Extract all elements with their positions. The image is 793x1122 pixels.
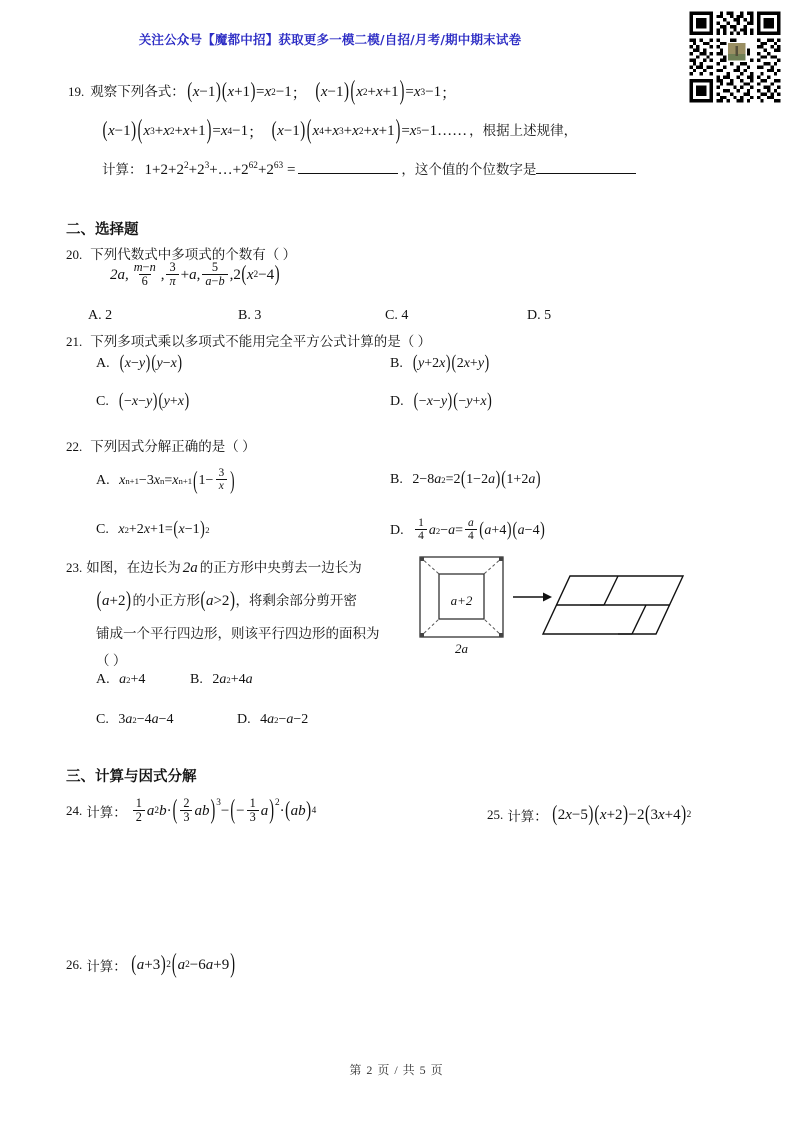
q19-tail: ，根据上述规律， <box>469 123 578 139</box>
q24-number: 24. <box>66 803 83 819</box>
parallelogram-figure <box>543 576 683 634</box>
q23-stem-2a: 2a <box>182 560 198 576</box>
q23-stem-line4: （ ） <box>96 653 127 669</box>
q21-option-a-label: A. <box>96 356 110 372</box>
q23-number: 23. <box>66 560 83 575</box>
q22-number: 22. <box>66 439 83 454</box>
q21-option-c-expr: ( − x − y ) ( y + x ) <box>118 390 190 413</box>
q22-option-b-expr: 2−8 a 2 =2 ( 1−2 a ) ( 1+2 a ) <box>412 468 541 491</box>
question-25 <box>487 802 692 826</box>
promo-banner: 关注公众号【魔都中招】获取更多一模二模/自招/月考/期中期末试卷 <box>138 32 522 47</box>
q26-number: 26. <box>66 957 83 972</box>
q21-option-c-label: C. <box>96 394 109 410</box>
question-21-stem <box>66 330 431 351</box>
q20-option-d-text: 5 <box>544 308 552 323</box>
q25-number: 25. <box>487 807 504 822</box>
q23-stem-line1a: 如图，在边长为 <box>86 560 181 575</box>
q21-option-c[interactable] <box>96 390 190 413</box>
q20-option-b-label: B. <box>238 308 251 323</box>
corner-mark-tr <box>499 557 503 561</box>
q21-option-b-label: B. <box>390 356 403 372</box>
q21-option-a[interactable] <box>96 352 183 375</box>
question-22-stem <box>66 435 256 456</box>
q20-expression: 2a , $\frac{m-n}{6}$ , $\frac{3}{\pi}$ + a , $\frac{5}{a-b}$ , 2 ( x 2 −4 ) <box>110 260 280 288</box>
q21-option-d-expr: ( − x − y ) ( − y + x ) <box>413 390 492 413</box>
q24-expression: $\frac{1}{2}$ a 2 b · ( $\frac{2}{3}$ ab ) $^3$ − ( − $\frac{1}{3}$ a ) $^2$ · ( ab ) 4 <box>131 798 317 825</box>
q19-stem: 观察下列各式： <box>90 84 185 99</box>
q26-expression: ( a +3 ) 2 ( a 2 −6 a +9 ) <box>131 948 235 980</box>
q19-blank-2[interactable] <box>536 159 636 174</box>
q23-stem-aplus2: ( a +2 ) <box>96 589 131 613</box>
q22-stem-text: 下列因式分解正确的是（ ） <box>90 439 256 454</box>
q22-option-d[interactable] <box>390 518 545 543</box>
q23-stem-line2d: ，将剩余部分剪开密 <box>235 593 357 608</box>
q19-eq4: ( x −1 ) ( x 4 + x 3 + x 2 + x +1 ) = x 5 −1…… <box>271 115 468 146</box>
corner-mark-br <box>499 633 503 637</box>
q23-option-d-expr: 4 a 2 − a −2 <box>260 712 309 727</box>
q22-option-c-expr: x 2 +2 x +1= ( x −1 ) 2 <box>118 518 210 541</box>
section-2-heading: 二、选择题 <box>66 222 139 238</box>
q26-label: 计算： <box>86 959 127 974</box>
q21-stem-text: 下列多项式乘以多项式不能用完全平方公式计算的是（ ） <box>90 334 432 349</box>
q19-blank-1[interactable] <box>298 159 398 174</box>
q22-option-a-expr: x n+1 −3 x n = x n+1 ( 1− $\frac{3}{x}$ ) <box>119 465 235 494</box>
q19-mid-text: ，这个值的个位数字是 <box>401 162 537 178</box>
q22-option-b[interactable] <box>390 468 541 491</box>
q21-option-b-expr: ( y +2 x ) ( 2 x + y ) <box>412 352 490 375</box>
q20-option-d[interactable] <box>527 308 551 324</box>
q20-stem-text: 下列代数式中多项式的个数有（ ） <box>90 247 297 262</box>
corner-mark-bl <box>420 633 424 637</box>
q19-eq3: ( x −1 ) ( x 3 + x 2 + x +1 ) = x 4 −1 ； <box>102 115 264 146</box>
question-26 <box>66 948 236 980</box>
q20-option-a-text: 2 <box>105 308 113 323</box>
q23-option-b[interactable] <box>190 672 253 688</box>
question-20-stem <box>66 243 296 264</box>
q23-option-a-label: A. <box>96 672 110 688</box>
q25-expression: ( 2 x −5 ) ( x +2 ) −2 ( 3 x +4 ) 2 <box>552 802 692 826</box>
q22-option-d-label: D. <box>390 522 404 538</box>
q20-option-a[interactable] <box>88 308 112 324</box>
question-24 <box>66 795 317 826</box>
q23-stem-line1c: 的正方形中央剪去一边长为 <box>199 560 362 575</box>
q23-option-c-expr: 3 a 2 −4 a −4 <box>118 712 174 727</box>
arrow-right-icon <box>513 593 552 602</box>
question-23-stem <box>66 556 411 670</box>
q20-option-c-text: 4 <box>401 308 409 323</box>
q22-option-b-label: B. <box>390 472 403 488</box>
q23-option-b-label: B. <box>190 672 203 688</box>
q20-option-b-text: 3 <box>254 308 262 323</box>
q25-label: 计算： <box>507 809 548 824</box>
q21-option-b[interactable] <box>390 352 490 375</box>
q22-option-c-label: C. <box>96 522 109 538</box>
q23-option-a-expr: a 2 +4 <box>119 672 146 687</box>
page-footer: 第 2 页 / 共 5 页 <box>349 1063 444 1077</box>
q23-option-d[interactable] <box>237 712 308 728</box>
q23-option-a[interactable] <box>96 672 145 688</box>
q20-option-a-label: A. <box>88 308 102 323</box>
q19-calc-label: 计算： <box>102 162 143 178</box>
q19-number: 19. <box>68 84 85 99</box>
q23-option-c[interactable] <box>96 712 174 728</box>
inner-square-label: a+2 <box>450 593 473 608</box>
q23-option-b-expr: 2 a 2 +4 a <box>212 672 253 687</box>
q21-option-a-expr: ( x − y ) ( y − x ) <box>119 352 182 375</box>
q23-option-c-label: C. <box>96 712 109 728</box>
q23-option-d-label: D. <box>237 712 251 728</box>
section-3-heading: 三、计算与因式分解 <box>66 769 197 785</box>
q22-option-a-label: A. <box>96 472 110 488</box>
q19-series: $1+2+2^2+2^3+\dots+2^{62}+2^{63}$ = <box>144 161 296 179</box>
q23-stem-agt2: ( a >2 ) <box>200 589 235 613</box>
q23-figure <box>418 552 696 657</box>
corner-mark-tl <box>420 557 424 561</box>
outer-square-label: 2a <box>455 641 468 656</box>
q19-eq2: ( x −1 ) ( x 2 + x +1 ) = x 3 −1 ； <box>315 76 457 107</box>
q19-eq1: ( x −1 ) ( x +1 ) = x 2 −1 ； <box>187 80 307 104</box>
q23-stem-line2b: 的小正方形 <box>132 593 200 608</box>
q20-option-d-label: D. <box>527 308 541 323</box>
q22-option-d-expr: $\frac{1}{4}$ a 2 − a = $\frac{a}{4}$ ( a +4 ) ( a −4 ) <box>413 518 545 543</box>
q20-number: 20. <box>66 247 83 262</box>
question-19 <box>68 76 728 179</box>
q23-figure-svg <box>418 552 696 657</box>
q20-option-b[interactable] <box>238 308 261 324</box>
q23-stem-line3: 铺成一个平行四边形，则该平行四边形的面积为 <box>96 626 380 642</box>
q21-option-d-label: D. <box>390 394 404 410</box>
q20-option-c-label: C. <box>385 308 398 323</box>
q22-option-a[interactable] <box>96 465 236 494</box>
q21-option-d[interactable] <box>390 390 492 413</box>
q20-option-c[interactable] <box>385 308 408 324</box>
q21-number: 21. <box>66 334 83 349</box>
q24-label: 计算： <box>86 805 127 821</box>
q22-option-c[interactable] <box>96 518 210 541</box>
